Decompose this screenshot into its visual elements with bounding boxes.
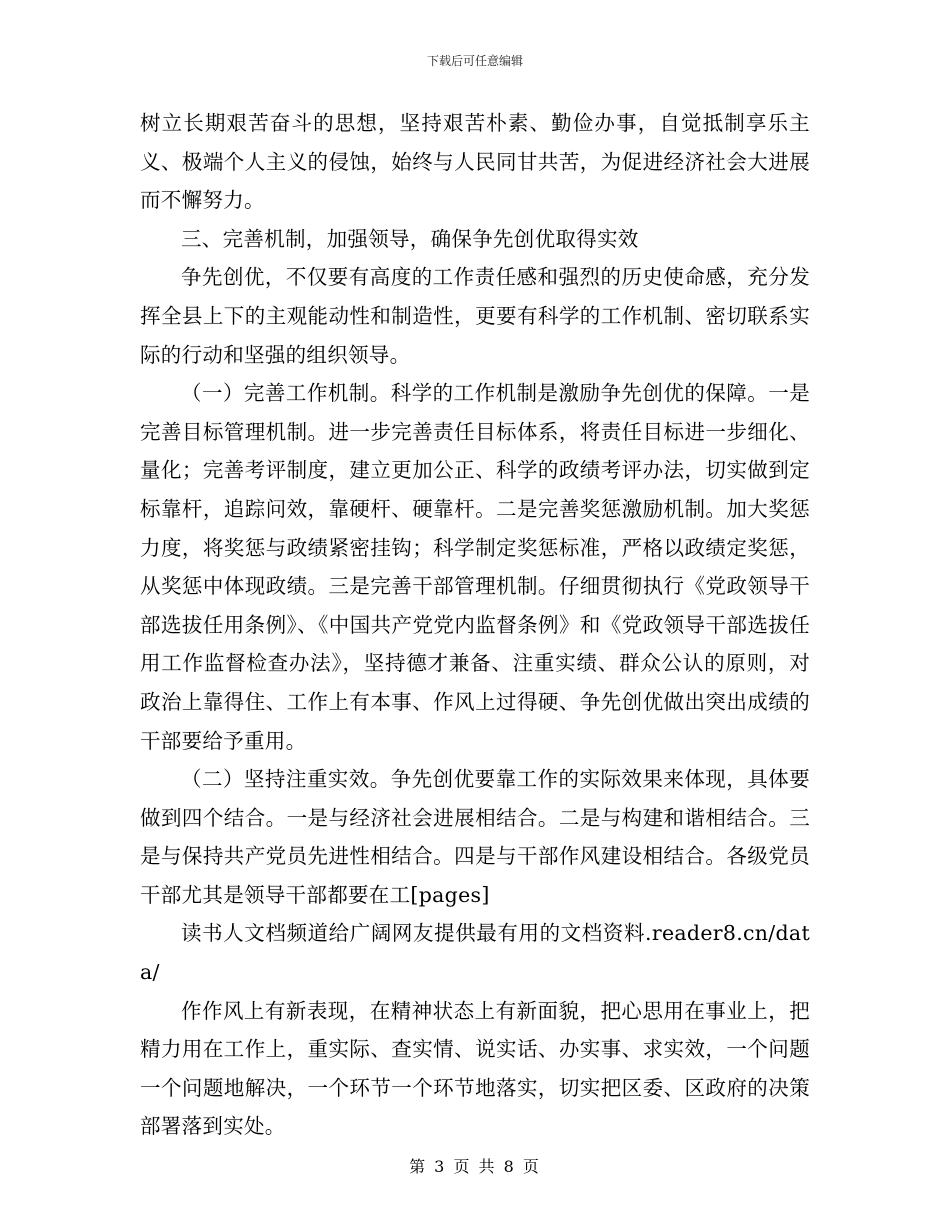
- footer-prefix: 第: [409, 1157, 428, 1176]
- document-body: [140, 104, 810, 1146]
- footer-suffix: 页: [522, 1157, 541, 1176]
- section-heading: 三、完善机制，加强领导，确保争先创优取得实效: [181, 226, 639, 251]
- paragraph: 争先创优，不仅要有高度的工作责任感和强烈的历史使命感，充分发挥全县上下的主观能动性和制造性，更要有科学的工作机制、密切联系实际的行动和坚强的组织领导。: [140, 265, 810, 367]
- paragraph: （二）坚持注重实效。争先创优要靠工作的实际效果来体现，具体要做到四个结合。一是与经济社会进展相结合。二是与构建和谐相结合。三是与保持共产党员先进性相结合。四是与干部作风建设相结合。各级党员干部尤其是领导干部都要在工[pages]: [140, 767, 810, 907]
- paragraph: （一）完善工作机制。科学的工作机制是激励争先创优的保障。一是完善目标管理机制。进一步完善责任目标体系，将责任目标进一步细化、量化；完善考评制度，建立更加公正、科学的政绩考评办法，切实做到定标靠杆，追踪问效，靠硬杆、硬靠杆。二是完善奖惩激励机制。加大奖惩力度，将奖惩与政绩紧密挂钩；科学制定奖惩标准，严格以政绩定奖惩，从奖惩中体现政绩。三是完善干部管理机制。仔细贯彻执行《党政领导干部选拔任用条例》、《中国共产党党内监督条例》和《党政领导干部选拔任用工作监督检查办法》，坚持德才兼备、注重实绩、群众公认的原则，对政治上靠得住、工作上有本事、作风上过得硬、争先创优做出突出成绩的干部要给予重用。: [140, 381, 810, 753]
- paragraph: 作作风上有新表现，在精神状态上有新面貌，把心思用在事业上，把精力用在工作上，重实际、查实情、说实话、办实事、求实效，一个问题一个问题地解决，一个环节一个环节地落实，切实把区委、区政府的决策部署落到实处。: [140, 998, 810, 1139]
- source-note: 读书人文档频道给广阔网友提供最有用的文档资料.reader8.cn/data/: [140, 921, 810, 985]
- footer-total-pages: 8: [503, 1157, 516, 1176]
- footer-middle: 页 共: [453, 1157, 497, 1176]
- page-footer: [0, 1154, 950, 1177]
- footer-current-page: 3: [434, 1157, 447, 1176]
- paragraph-continuation: 树立长期艰苦奋斗的思想，坚持艰苦朴素、勤俭办事，自觉抵制享乐主义、极端个人主义的侵蚀，始终与人民同甘共苦，为促进经济社会大进展而不懈努力。: [140, 111, 810, 213]
- page-header-note: 下载后可任意编辑: [426, 54, 523, 68]
